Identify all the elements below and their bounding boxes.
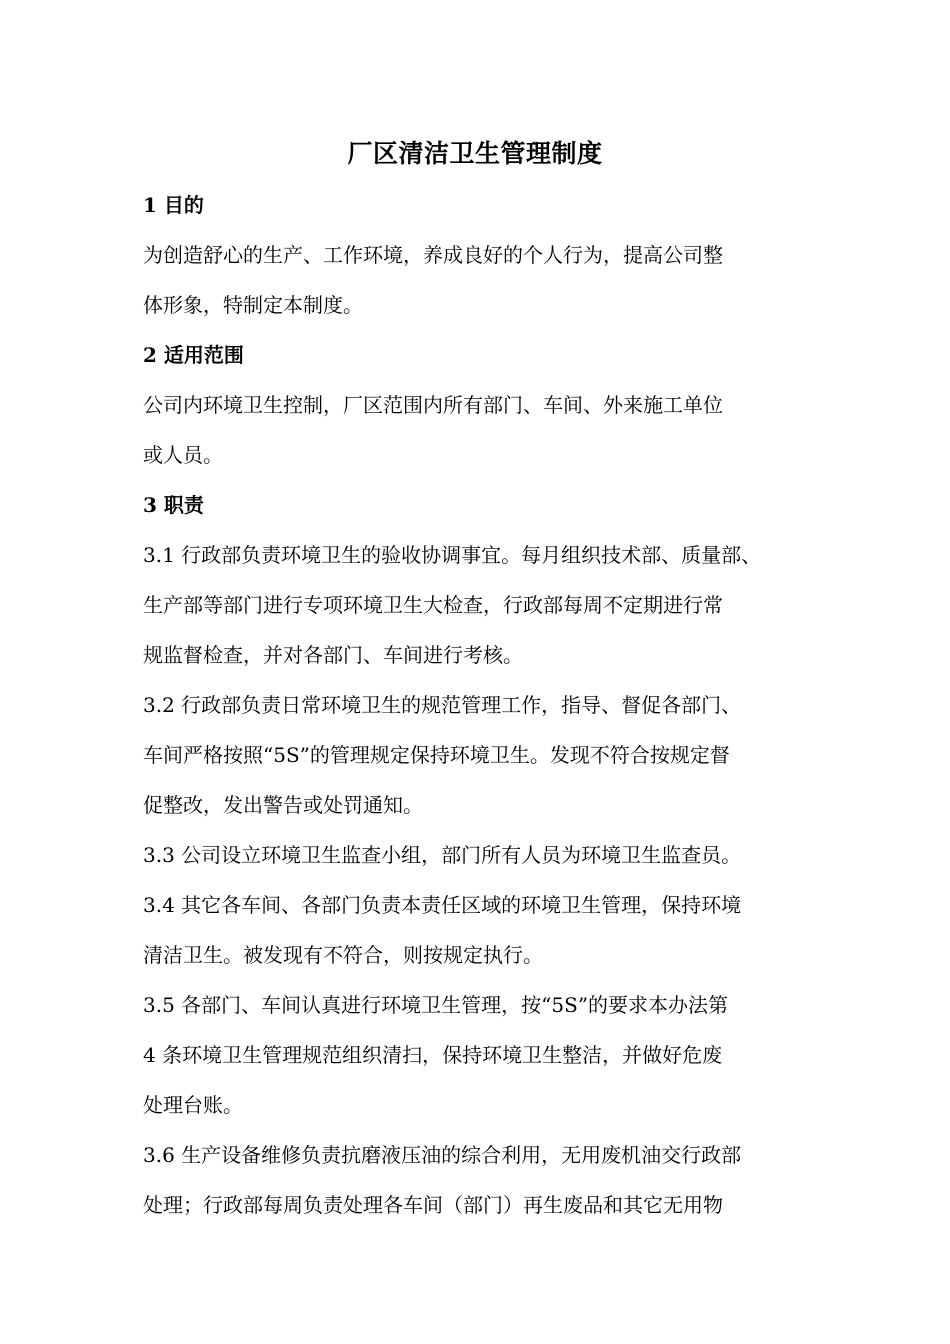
paragraph-line: 生产部等部门进行专项环境卫生大检查，行政部每周不定期进行常 xyxy=(143,593,723,617)
paragraph-line: 规监督检查，并对各部门、车间进行考核。 xyxy=(143,643,523,667)
paragraph-line: 3.2 行政部负责日常环境卫生的规范管理工作，指导、督促各部门、 xyxy=(143,693,742,717)
paragraph-line: 3.6 生产设备维修负责抗磨液压油的综合利用，无用废机油交行政部 xyxy=(143,1143,742,1167)
paragraph-line: 3.5 各部门、车间认真进行环境卫生管理，按“5S”的要求本办法第 xyxy=(143,993,729,1017)
section-heading-responsibilities: 3 职责 xyxy=(143,493,204,517)
paragraph-line: 3.3 公司设立环境卫生监查小组，部门所有人员为环境卫生监查员。 xyxy=(143,843,742,867)
paragraph-line: 车间严格按照“5S”的管理规定保持环境卫生。发现不符合按规定督 xyxy=(143,743,730,767)
paragraph-line: 或人员。 xyxy=(143,443,223,467)
paragraph-line: 4 条环境卫生管理规范组织清扫，保持环境卫生整洁，并做好危废 xyxy=(143,1043,723,1067)
paragraph-line: 公司内环境卫生控制，厂区范围内所有部门、车间、外来施工单位 xyxy=(143,393,723,417)
document-title: 厂区清洁卫生管理制度 xyxy=(347,139,603,168)
document-body xyxy=(143,180,843,1230)
paragraph-line: 处理台账。 xyxy=(143,1093,243,1117)
paragraph-line: 为创造舒心的生产、工作环境，养成良好的个人行为，提高公司整 xyxy=(143,243,723,267)
paragraph-line: 3.1 行政部负责环境卫生的验收协调事宜。每月组织技术部、质量部、 xyxy=(143,543,762,567)
paragraph-line: 体形象，特制定本制度。 xyxy=(143,293,363,317)
paragraph-line: 处理；行政部每周负责处理各车间（部门）再生废品和其它无用物 xyxy=(143,1193,723,1217)
section-heading-scope: 2 适用范围 xyxy=(143,343,244,367)
paragraph-line: 清洁卫生。被发现有不符合，则按规定执行。 xyxy=(143,943,543,967)
paragraph-line: 促整改，发出警告或处罚通知。 xyxy=(143,793,423,817)
section-heading-purpose: 1 目的 xyxy=(143,193,204,217)
paragraph-line: 3.4 其它各车间、各部门负责本责任区域的环境卫生管理，保持环境 xyxy=(143,893,742,917)
